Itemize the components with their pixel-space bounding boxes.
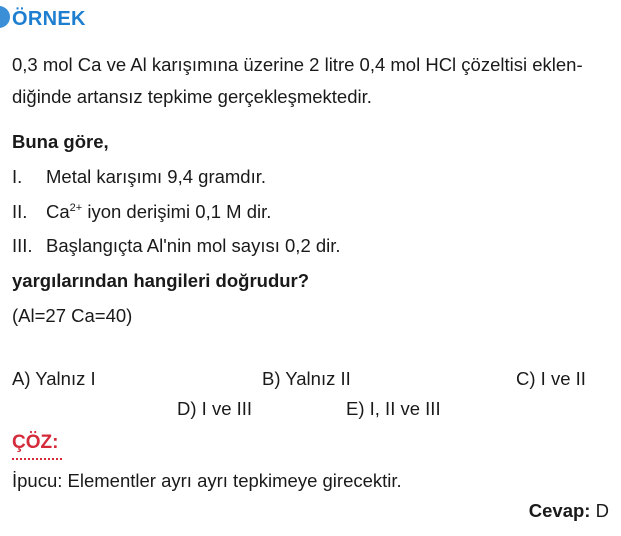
answer-value: D [595,500,609,521]
statement-text-rest: iyon derişimi 0,1 M dir. [82,201,272,222]
statement-text: Ca [46,201,70,222]
example-title: ÖRNEK [12,8,86,30]
ornek-badge-icon [0,6,10,28]
solution-title-underline [12,458,62,460]
statement-superscript: 2+ [69,202,83,214]
solution-title: ÇÖZ: [12,432,59,453]
answer [529,500,609,522]
statement-number: II. [12,201,28,222]
question-text-line-2: diğinde artansız tepkime gerçekleşmektedir. [12,86,372,107]
answer-label: Cevap: [528,500,591,521]
choice-a[interactable]: A) Yalnız I [12,368,96,389]
solution-hint: İpucu: Elementler ayrı ayrı tepkimeye girecektir. [12,470,402,491]
question-text-line-1: 0,3 mol Ca ve Al karışımına üzerine 2 litre 0,4 mol HCl çözeltisi eklen- [12,54,583,75]
statement-number: III. [12,235,33,256]
statement-3 [12,235,341,257]
question-prompt: Buna göre, [12,131,109,152]
statement-text: Başlangıçta Al'nin mol sayısı 0,2 dir. [46,235,341,256]
statement-number: I. [12,166,23,187]
choice-c[interactable]: C) I ve II [516,368,586,389]
statement-text: Metal karışımı 9,4 gramdır. [46,166,267,187]
statement-1 [12,166,266,188]
choice-e[interactable]: E) I, II ve III [346,398,441,419]
question-ask: yargılarından hangileri doğrudur? [12,270,310,291]
given-masses: (Al=27 Ca=40) [12,305,133,326]
choice-b[interactable]: B) Yalnız II [262,368,351,389]
choice-d[interactable]: D) I ve III [177,398,253,419]
statement-2 [12,201,271,223]
